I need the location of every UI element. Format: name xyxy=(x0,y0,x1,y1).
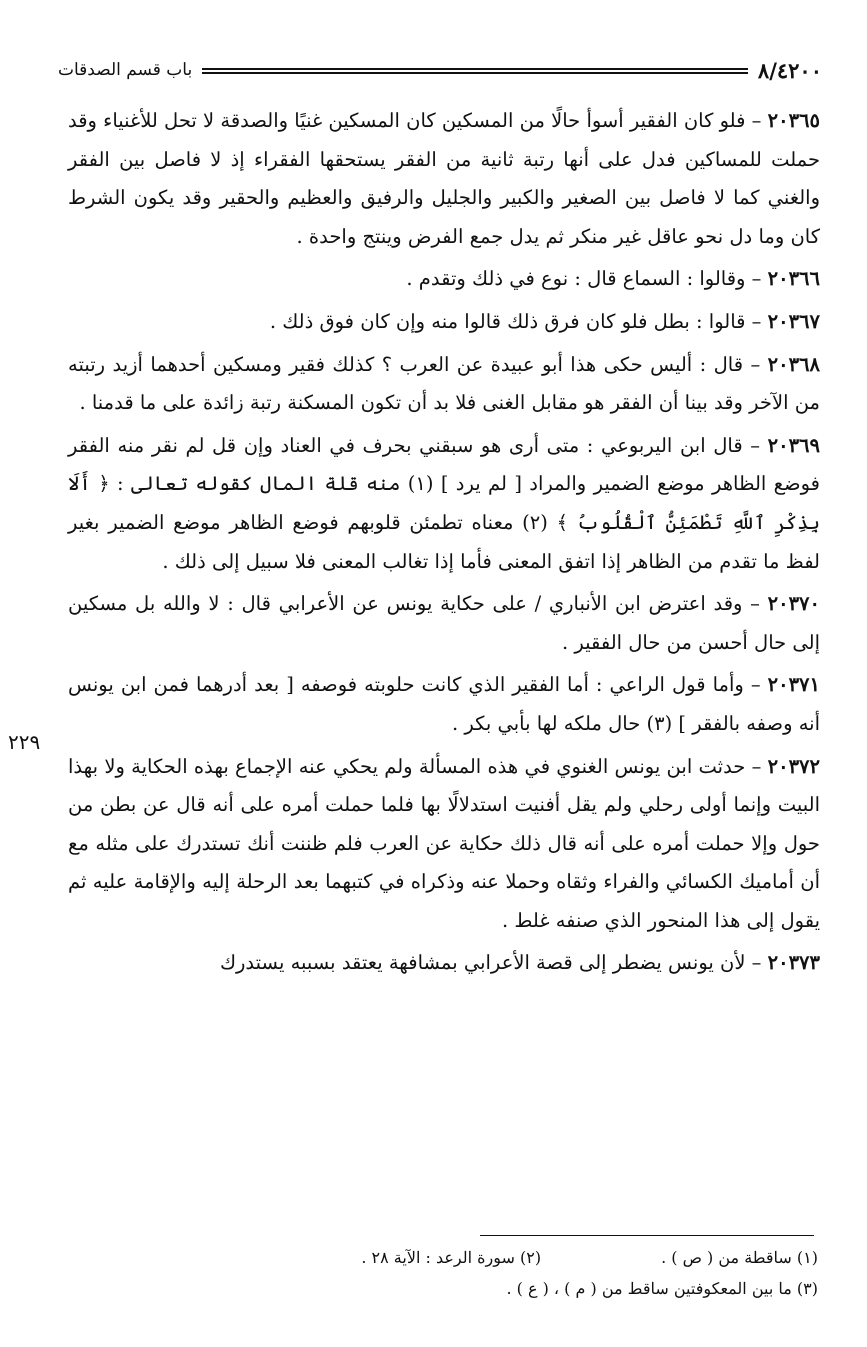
paragraph-text: – وقالوا : السماع قال : نوع في ذلك وتقدم . xyxy=(406,267,768,291)
paragraph-number: ٢٠٣٦٧ xyxy=(767,309,820,333)
paragraph-number: ٢٠٣٧١ xyxy=(767,673,820,697)
footnote-1: (١) ساقطة من ( ص ) . xyxy=(661,1248,818,1267)
paragraph xyxy=(68,944,820,983)
main-text xyxy=(68,102,820,987)
running-header xyxy=(58,52,822,88)
footnote-3: (٣) ما بين المعكوفتين ساقط من ( م ) ، ( ع ) . xyxy=(506,1279,818,1298)
paragraph-text: – حدثت ابن يونس الغنوي في هذه المسألة ولم يحكي عنه الإجماع بهذه الحكاية ولا بهذا البيت وإنما أولى رحلي ولم يقل أفنيت استدلالًا بها فلما حملت أمره على أنه قال عن بطن من حول وإلا حملت أمره على أنه قال ذلك حكاية عن العرب فلم ظننت أنك تستدرك على مثله مع أن أماميك الكسائي والفراء وثقاه وحملا عنه وذكراه في كتبهما بعد الرحلة إليه والإقامة عليه ثم يقول إلى هذا المنحور الذي صنفه غلط . xyxy=(68,754,820,932)
paragraph-number: ٢٠٣٦٦ xyxy=(767,267,820,291)
paragraph xyxy=(68,585,820,662)
paragraph-text: – وأما قول الراعي : أما الفقير الذي كانت حلوبته فوصفه [ بعد أدرهما فمن ابن يونس أنه وصفه بالفقر ] (٣) حال ملكه لها بأبي بكر . xyxy=(68,673,820,735)
chapter-title: باب قسم الصدقات xyxy=(58,60,193,80)
paragraph-number: ٢٠٣٧٢ xyxy=(767,754,820,778)
footnote-2: (٢) سورة الرعد : الآية ٢٨ . xyxy=(361,1248,542,1267)
paragraph xyxy=(68,346,820,423)
footnote-separator xyxy=(480,1235,814,1236)
paragraph-text: – لأن يونس يضطر إلى قصة الأعرابي بمشافهة يعتقد بسببه يستدرك xyxy=(219,951,768,975)
paragraph-number: ٢٠٣٦٨ xyxy=(767,352,820,376)
footnote-row xyxy=(70,1242,818,1273)
paragraph xyxy=(68,666,820,743)
paragraph-number: ٢٠٣٧٣ xyxy=(767,951,820,975)
paragraph-text: – وقد اعترض ابن الأنباري / على حكاية يونس عن الأعرابي قال : لا والله بل مسكين إلى حال أحسن من حال الفقير . xyxy=(68,592,820,654)
footnote-row xyxy=(70,1273,818,1304)
paragraph xyxy=(68,303,820,342)
paragraph-number: ٢٠٣٧٠ xyxy=(767,592,820,616)
manuscript-margin-number: ٢٢٩ xyxy=(8,730,41,754)
paragraph-text: – قال : أليس حكى هذا أبو عبيدة عن العرب ؟ كذلك فقير ومسكين أحدهما أزيد رتبته من الآخر وقد بينا أن الفقر هو مقابل الغنى فلا بد أن تكون المسكنة رتبة زائدة على ما قدمنا . xyxy=(68,352,820,415)
paragraph-text: – قال ابن اليربوعي : متى أرى هو سبقني بحرف في العناد وإن قل لم نقر منه الفقر فوضع الظاهر موضع الضمير والمراد [ لم يرد ] (١) منه قلة المال كقوله تعالى : ﴿ أَلَا بِذِكْرِ ٱللَّهِ تَطْمَئِنُّ ٱلْقُلُوبُ ﴾ (٢) معناه تطمئن قلوبهم فوضع الظاهر موضع الضمير بغير لفظ ما تقدم من الظاهر إذا اتفق المعنى فأما إذا تغالب المعنى فلا سبيل إلى ذلك . xyxy=(68,433,821,573)
paragraph-text: – فلو كان الفقير أسوأ حالًا من المسكين كان المسكين غنيًا والصدقة لا تحل للأغنياء وقد حملت للمساكين فدل على أنها رتبة ثانية من الفقر يستحقها الفقراء إذ لا فاصل بين الفقر والغني كما لا فاصل بين الصغير والكبير والجليل والرفيق والعظيم والحقير وقد يكون الشرط كان وما دل نحو عاقل غير منكر ثم يدل جمع الفرض وينتج واحدة . xyxy=(68,109,820,248)
footnotes xyxy=(70,1242,818,1304)
paragraph-number: ٢٠٣٦٩ xyxy=(767,433,820,457)
paragraph xyxy=(68,260,820,299)
header-rule xyxy=(202,68,748,74)
page-folio: ٨/٤٢٠٠ xyxy=(757,57,822,83)
paragraph xyxy=(68,748,820,941)
paragraph xyxy=(68,427,820,581)
paragraph xyxy=(68,102,820,256)
paragraph-text: – قالوا : بطل فلو كان فرق ذلك قالوا منه وإن كان فوق ذلك . xyxy=(269,309,768,333)
paragraph-number: ٢٠٣٦٥ xyxy=(767,109,820,132)
